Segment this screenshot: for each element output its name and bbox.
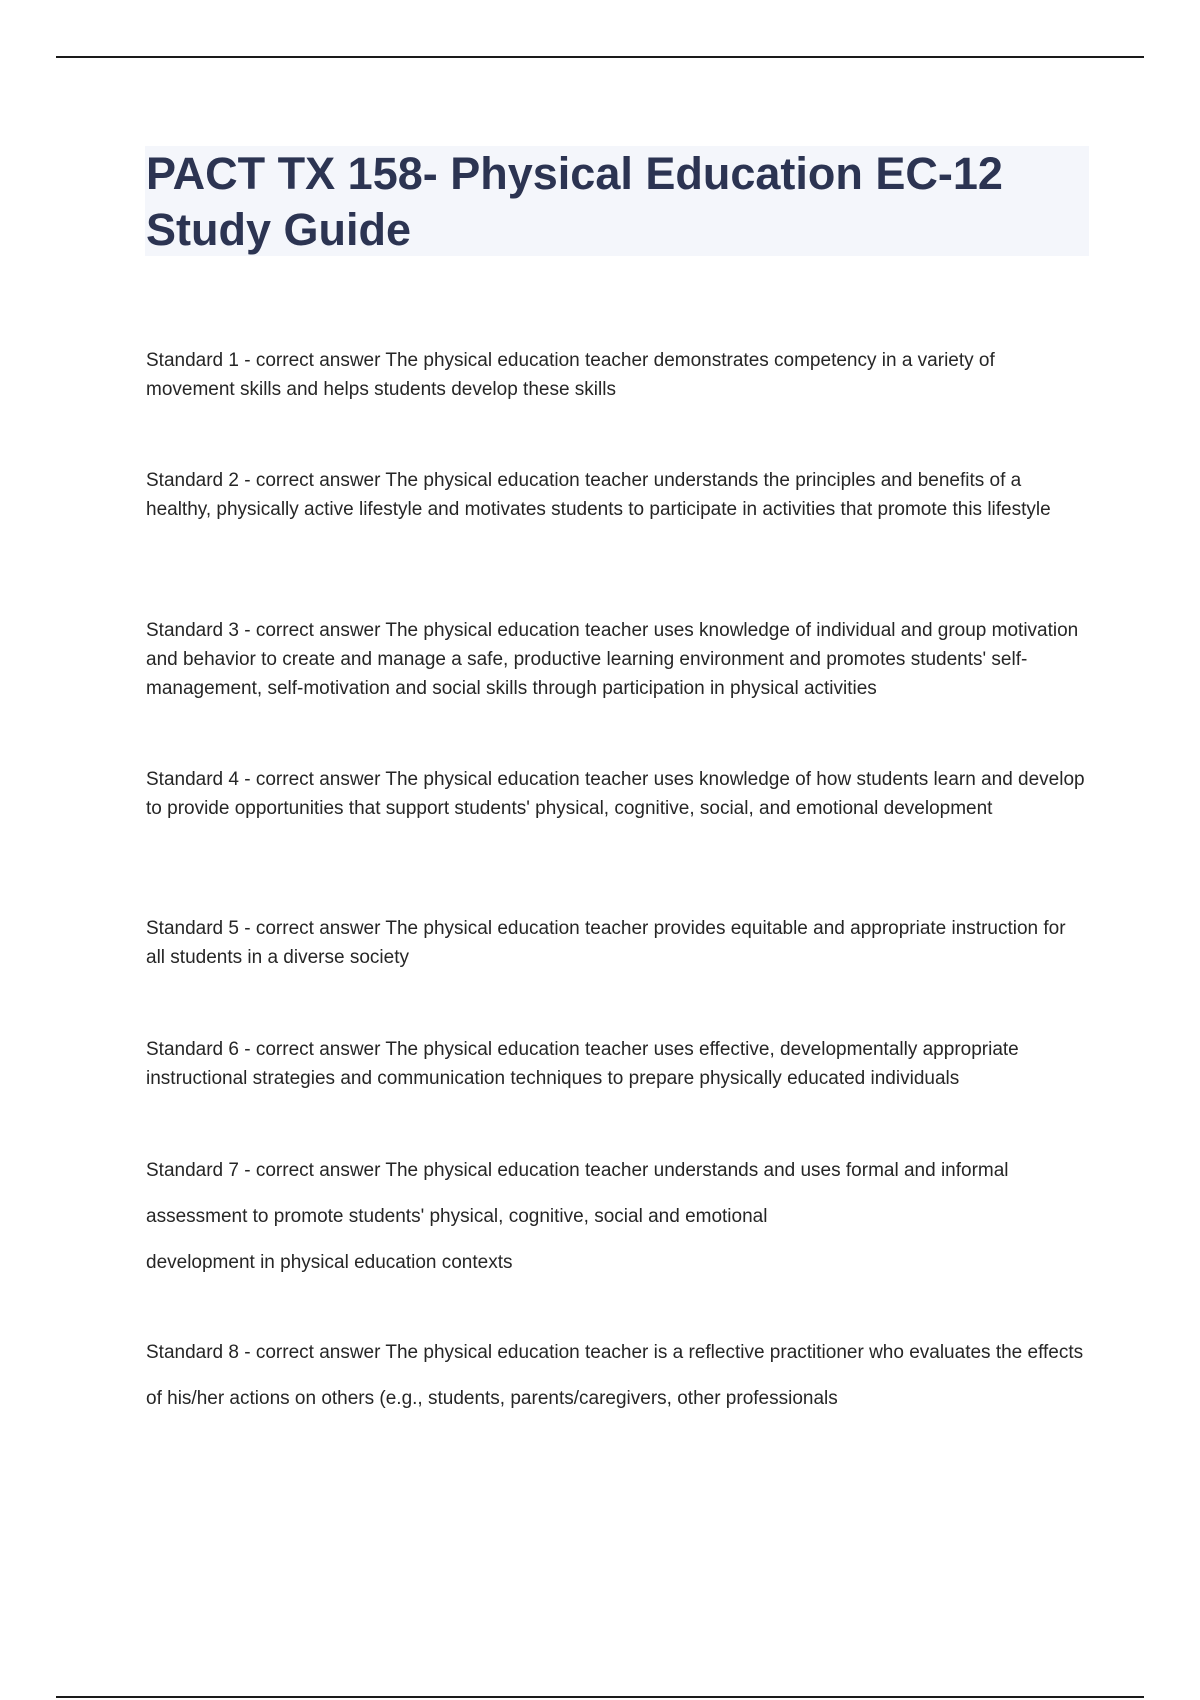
entry-text-line: Standard 7 - correct answer The physical education teacher understands and uses formal and informal	[146, 1160, 1009, 1181]
standard-entry-6	[146, 1035, 1086, 1093]
standard-entry-7	[146, 1156, 1086, 1277]
standard-entry-1	[146, 346, 1086, 404]
standard-entry-8	[146, 1338, 1086, 1413]
top-rule	[56, 56, 1144, 58]
entry-text-line: Standard 8 - correct answer The physical education teacher is a reflective practitioner who evaluates the effects	[146, 1342, 1084, 1363]
entry-text: Standard 6 - correct answer The physical education teacher uses effective, developmentally appropriate instructional strategies and communication techniques to prepare physically educated individuals	[146, 1039, 1019, 1089]
standard-entry-3	[146, 616, 1086, 703]
entry-text: Standard 1 - correct answer The physical education teacher demonstrates competency in a variety of movement skills and helps students develop these skills	[146, 350, 995, 400]
bottom-rule	[56, 1696, 1144, 1698]
standard-entry-5	[146, 914, 1086, 972]
document-title: PACT TX 158- Physical Education EC-12 Study Guide	[146, 148, 1003, 255]
standard-entry-2	[146, 466, 1086, 524]
entry-text: Standard 5 - correct answer The physical education teacher provides equitable and appropriate instruction for all students in a diverse society	[146, 918, 1066, 968]
entry-text: Standard 4 - correct answer The physical education teacher uses knowledge of how students learn and develop to provide opportunities that support students' physical, cognitive, social, and emotional development	[146, 769, 1085, 819]
entry-text: Standard 2 - correct answer The physical education teacher understands the principles and benefits of a healthy, physically active lifestyle and motivates students to participate in activities that promote this lifestyle	[146, 470, 1051, 520]
entry-text: Standard 3 - correct answer The physical education teacher uses knowledge of individual and group motivation and behavior to create and manage a safe, productive learning environment and promotes students' self-management, self-motivation and social skills through participation in physical activities	[146, 620, 1079, 699]
entry-text-line: development in physical education contexts	[146, 1252, 513, 1273]
standard-entry-4	[146, 765, 1086, 823]
entry-text-line: of his/her actions on others (e.g., students, parents/caregivers, other professionals	[146, 1388, 838, 1409]
entry-text-line: assessment to promote students' physical, cognitive, social and emotional	[146, 1206, 768, 1227]
